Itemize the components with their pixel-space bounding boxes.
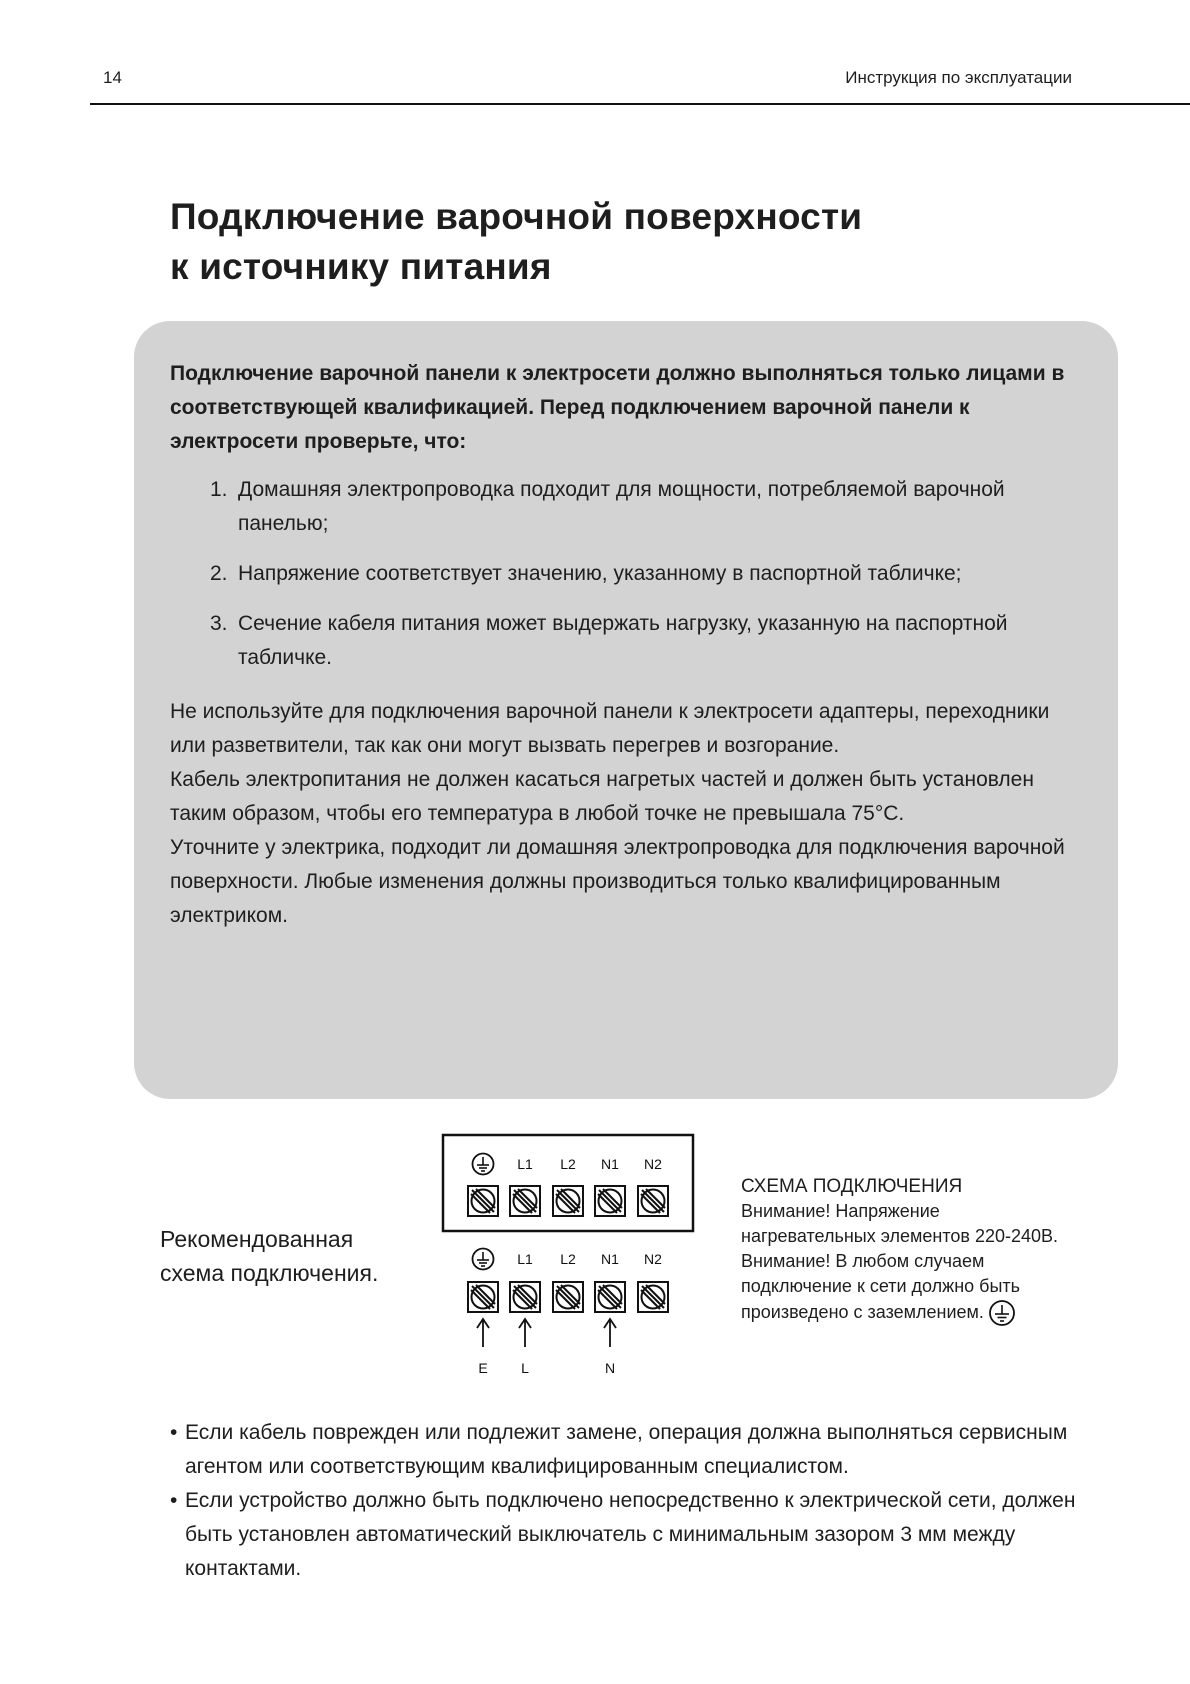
terminal-screw-icon xyxy=(468,1186,498,1216)
terminal-screw-icon xyxy=(468,1282,498,1312)
terminal-label: N1 xyxy=(601,1251,619,1267)
page-title-line-1: Подключение варочной поверхности xyxy=(170,196,863,237)
bullet-item: • Если устройство должно быть подключено непосредственно к электрической сети, должен быть установлен автоматический выключатель с минимальным зазором 3 мм между контактами. xyxy=(170,1484,1110,1586)
terminal-label: N2 xyxy=(644,1251,662,1267)
scheme-notes xyxy=(741,1174,1058,1327)
scheme-note-last-line xyxy=(741,1299,1058,1327)
check-list-item xyxy=(170,473,1078,541)
info-lead: Подключение варочной панели к электросети должно выполняться только лицами в соответствующей квалификацией. Перед подключением варочной панели к электросети проверьте, что: xyxy=(170,362,1065,453)
scheme-title: СХЕМА ПОДКЛЮЧЕНИЯ xyxy=(741,1176,963,1197)
terminal-screw-icon xyxy=(553,1186,583,1216)
terminal-screw-icon xyxy=(510,1282,540,1312)
terminal-screw-icon xyxy=(553,1282,583,1312)
terminal-label: N1 xyxy=(601,1156,619,1172)
diagram-caption-line-1: Рекомендованная xyxy=(160,1226,354,1252)
list-number: 2. xyxy=(210,562,228,585)
terminal-label: L2 xyxy=(560,1156,576,1172)
terminal-screw-icon xyxy=(595,1186,625,1216)
bullet-item: • Если кабель поврежден или подлежит замене, операция должна выполняться сервисным агентом или соответствующим квалифицированным специалистом. xyxy=(170,1416,1110,1484)
terminal-screw-icon xyxy=(638,1186,668,1216)
warning-paragraph: Уточните у электрика, подходит ли домашняя электропроводка для подключения варочной поверхности. Любые изменения должны производиться только квалифицированным электриком. xyxy=(170,836,1065,927)
info-box xyxy=(134,321,1118,1099)
terminal-screw-icon xyxy=(595,1282,625,1312)
terminal-label: N2 xyxy=(644,1156,662,1172)
page-title-line-2: к источнику питания xyxy=(170,246,552,287)
scheme-note-line: произведено с заземлением. xyxy=(741,1301,984,1322)
wire-label: E xyxy=(478,1360,488,1376)
warning-paragraph: Не используйте для подключения варочной панели к электросети адаптеры, переходники или разветвители, так как они могут вызвать перегрев и возгорание. xyxy=(170,700,1050,757)
terminal-label: L2 xyxy=(560,1251,576,1267)
ground-icon xyxy=(473,1154,494,1175)
terminal-label: L1 xyxy=(517,1251,533,1267)
scheme-note-line: подключение к сети должно быть xyxy=(741,1276,1021,1296)
wire-label: N xyxy=(604,1360,616,1376)
terminal-screw-icon xyxy=(510,1186,540,1216)
page-number: 14 xyxy=(103,68,122,87)
warning-paragraph: Кабель электропитания не должен касаться нагретых частей и должен быть установлен таким образом, чтобы его температура в любой точке не превышала 75°С. xyxy=(170,768,1034,825)
ground-icon xyxy=(988,1299,1016,1327)
terminal-screw-icon xyxy=(638,1282,668,1312)
wire-label: L xyxy=(521,1360,529,1376)
bullet-list xyxy=(170,1416,1110,1586)
terminal-label: L1 xyxy=(517,1156,533,1172)
arrow-up-icon xyxy=(477,1319,489,1347)
list-number: 1. xyxy=(210,478,228,501)
running-title: Инструкция по эксплуатации xyxy=(845,68,1072,87)
list-item-text: Домашняя электропроводка подходит для мощности, потребляемой варочной панелью; xyxy=(238,478,1005,535)
scheme-note-line: Внимание! В любом случаем xyxy=(741,1251,985,1271)
arrow-up-icon xyxy=(519,1319,531,1347)
check-list xyxy=(170,473,1078,675)
list-number: 3. xyxy=(210,612,228,635)
ground-icon xyxy=(473,1249,494,1270)
scheme-note-line: Внимание! Напряжение xyxy=(741,1201,940,1221)
list-item-text: Напряжение соответствует значению, указанному в паспортной табличке; xyxy=(238,562,962,585)
scheme-note-line: нагревательных элементов 220-240В. xyxy=(741,1226,1059,1246)
arrow-up-icon xyxy=(604,1319,616,1347)
header-rule xyxy=(90,103,1190,105)
diagram-caption xyxy=(160,1222,378,1290)
check-list-item xyxy=(170,607,1078,675)
list-item-text: Сечение кабеля питания может выдержать нагрузку, указанную на паспортной табличке. xyxy=(238,612,1008,669)
check-list-item xyxy=(170,557,1078,591)
wiring-diagram xyxy=(440,1132,700,1392)
page-title xyxy=(170,192,1070,292)
diagram-caption-line-2: схема подключения. xyxy=(160,1260,379,1286)
